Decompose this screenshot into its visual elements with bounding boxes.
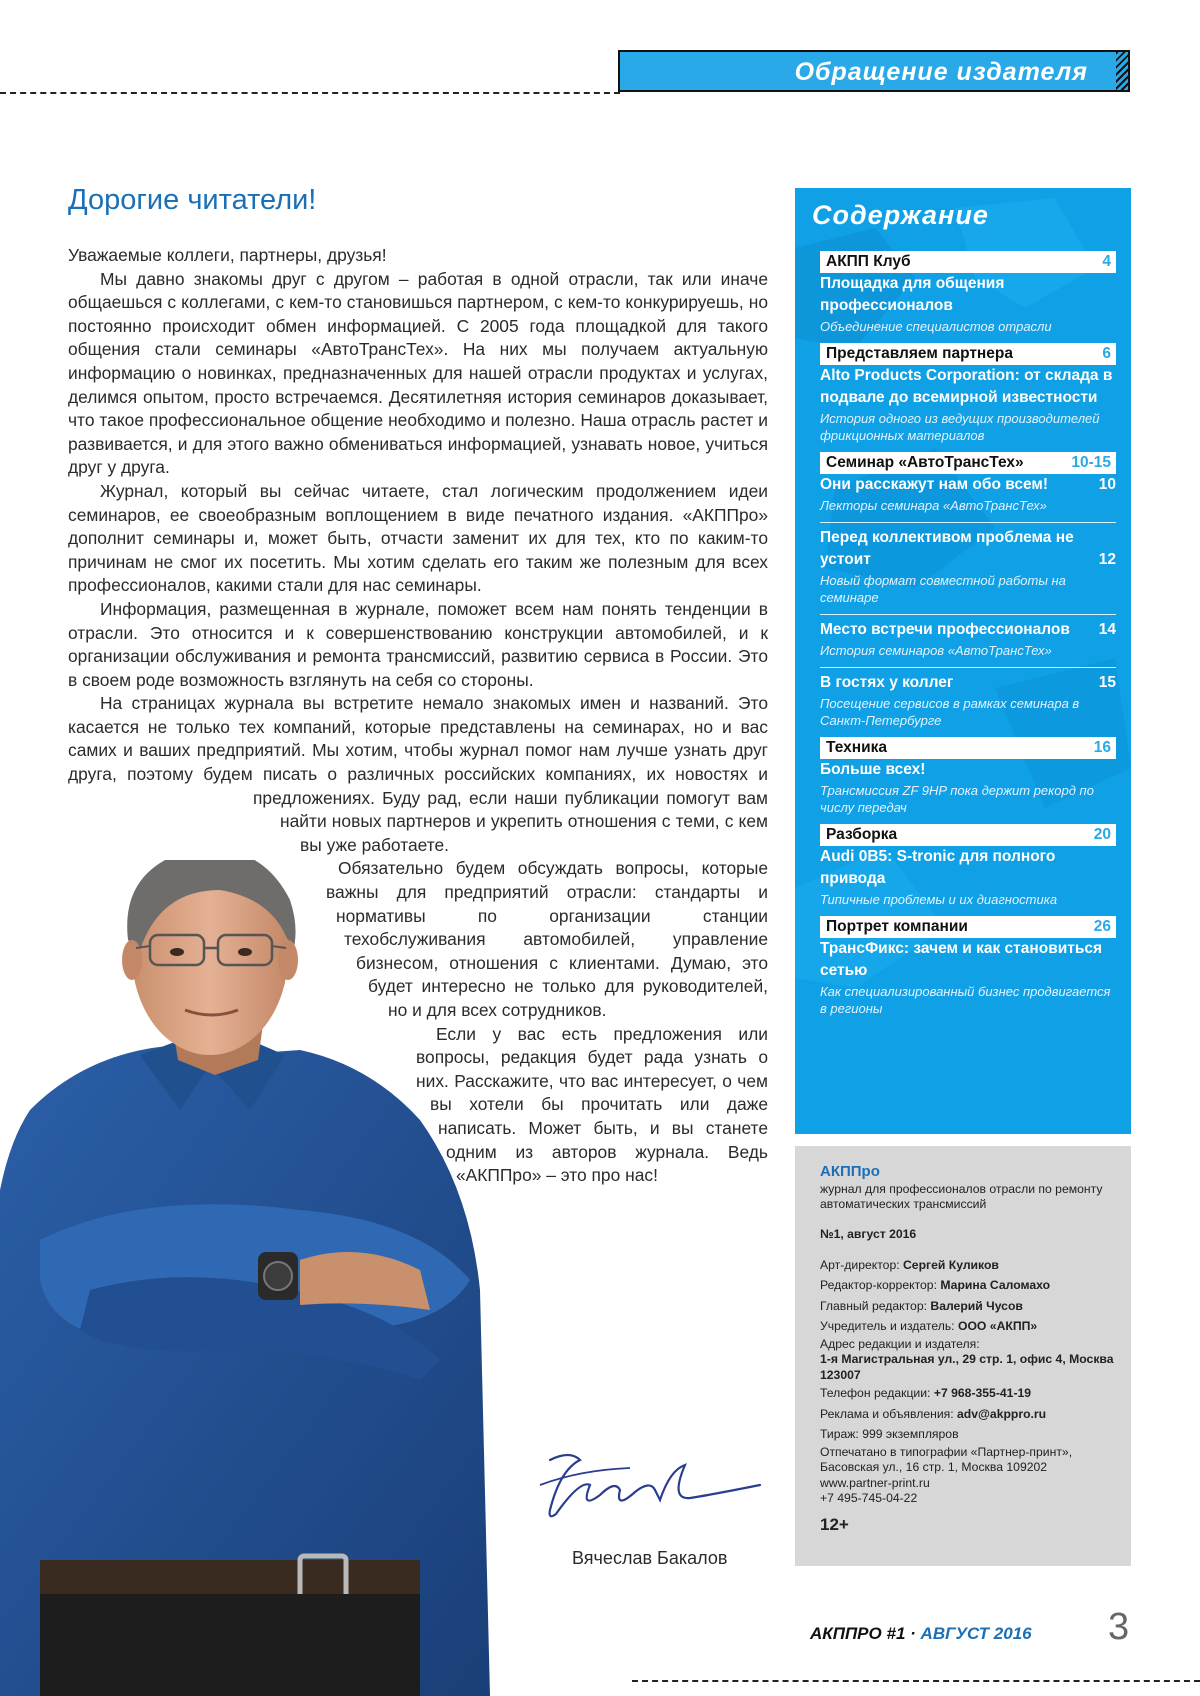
footer-rule [632,1680,1200,1682]
toc-article-desc: Новый формат совместной работы на семинаре [820,573,1066,605]
toc-article[interactable] [820,759,1116,781]
contents-box [795,188,1131,1134]
toc-article-title: Место встречи профессионалов [820,621,1070,638]
publisher-photo [0,860,530,1696]
toc-section-title: Представляем партнера [826,345,1014,362]
toc-article-page: 15 [1098,674,1116,691]
article-headline: Дорогие читатели! [68,184,317,216]
imprint-ads [820,1404,1120,1425]
toc-section-title: Семинар «АвтоТрансТех» [826,454,1024,471]
article-paragraph: Если у вас есть предложения или вопросы, редакция будет рада узнать о них. Расскажите, что вас интересует, о чем вы хотели бы прочитать или даже написать. Может быть, и вы станете одним из авторов журнала. Ведь «АКППро» – это про нас! [416,1023,768,1186]
imprint-role [820,1275,1120,1296]
section-label: Обращение издателя [794,58,1088,86]
imprint-phone [820,1383,1120,1404]
age-rating-badge: 12+ [820,1514,849,1534]
toc-article-desc: Типичные проблемы и их диагностика [820,892,1058,907]
imprint-title: АКППро [820,1163,880,1180]
section-tab [618,50,1130,92]
role-label: Главный редактор: [820,1298,931,1313]
article-paragraph: Обязательно будем обсуждать вопросы, которые важны для предприятий отрасли: стандарты и нормативы по организации станции техобслуживания автомобилей, управление бизнесом, отношения с клиентами. Думаю, это будет интересно не только для руководителей, но и для всех сотрудников. [326,858,768,1020]
toc-article[interactable] [820,938,1116,982]
toc-article-title: ТрансФикс: зачем и как становиться сетью [820,940,1103,979]
toc-article[interactable] [820,619,1116,641]
toc-section-page: 10-15 [1071,454,1111,471]
footer-date: АВГУСТ 2016 [920,1624,1032,1643]
role-value: ООО «АКПП» [957,1319,1038,1333]
toc-article[interactable] [820,273,1116,317]
toc-section-teardown[interactable] [820,824,1116,846]
header-rule [0,92,620,94]
ads-email[interactable]: adv@akppro.ru [957,1406,1047,1421]
role-label: Учредитель и издатель: [820,1319,958,1333]
toc-article[interactable] [820,672,1116,694]
toc-section-page: 6 [1102,345,1111,362]
toc-article[interactable] [820,846,1116,890]
article-paragraph: Информация, размещенная в журнале, поможет всем нам понять тенденции в отрасли. Это относится и к совершенствованию конструкции автомобилей, и к организации обслуживания и ремонта трансмиссий, развитию сервиса в России. Это в своем роде возможность взглянуть на себя со стороны. [68,598,768,690]
toc-article-desc: Как специализированный бизнес продвигается в регионы [820,984,1111,1016]
toc-article-title: Audi 0B5: S-tronic для полного привода [820,848,1056,887]
role-value: Сергей Куликов [903,1257,999,1272]
toc-article-desc: Объединение специалистов отрасли [820,319,1052,334]
toc-article-title: Перед коллективом проблема не устоит [820,529,1074,568]
toc-section-page: 16 [1093,739,1111,756]
toc-article-desc: Лекторы семинара «АвтоТрансТех» [820,498,1047,513]
toc-article-title: В гостях у коллег [820,674,954,691]
imprint-content [820,1162,1120,1535]
author-name: Вячеслав Бакалов [572,1548,728,1568]
role-value: Валерий Чусов [930,1298,1023,1313]
toc-article-title: Площадка для общения профессионалов [820,275,1005,314]
footer-issue: #1 [886,1624,906,1643]
footer-separator: · [910,1624,916,1643]
toc-divider [820,614,1116,615]
toc-section-tech[interactable] [820,737,1116,759]
imprint-printer: Отпечатано в типографии «Партнер-принт», Басовская ул., 16 стр. 1, Москва 109202 [820,1444,1073,1474]
toc-article[interactable] [820,474,1116,496]
toc-article-title: Alto Products Corporation: от склада в подвале до всемирной известности [820,367,1113,406]
address-label: Адрес редакции и издателя: [820,1336,980,1351]
toc-section-title: Портрет компании [826,918,968,935]
signature-graphic [520,1440,770,1530]
toc-article-desc: История одного из ведущих производителей фрикционных материалов [820,411,1100,443]
role-label: Редактор-корректор: [820,1278,941,1292]
phone-value[interactable]: +7 968-355-41-19 [933,1386,1032,1400]
article-paragraph: Журнал, который вы сейчас читаете, стал логическим продолжением идеи семинаров, ее своеобразным воплощением в виде печатного издания. «АКППро» дополнит семинары и, может быть, отчасти заменит их для тех, кто по каким-то причинам не смог их посетить. Мы хотим сделать его таким же полезным для всех профессионалов, какими стали для нас семинары. [68,480,768,596]
toc-article-page: 12 [1098,551,1116,568]
printer-site[interactable]: www.partner-print.ru [820,1475,930,1490]
contents-title: Содержание [812,200,989,230]
imprint-role [820,1255,1120,1276]
footer-magazine [810,1624,1032,1644]
page-number: 3 [1108,1606,1130,1648]
address-value: 1-я Магистральная ул., 29 стр. 1, офис 4, Москва 123007 [820,1352,1114,1382]
imprint-role [820,1296,1120,1317]
toc-section-title: АКПП Клуб [826,253,911,270]
toc-article-desc: История семинаров «АвтоТрансТех» [820,643,1052,658]
toc-section-page: 20 [1093,826,1111,843]
toc-article-title: Они расскажут нам обо всем! [820,476,1049,493]
phone-label: Телефон редакции: [820,1386,934,1400]
toc-section-seminar[interactable] [820,452,1116,474]
footer-logo: АКППРО [810,1624,882,1643]
imprint-description: журнал для профессионалов отрасли по ремонту автоматических трансмиссий [820,1182,1103,1211]
tab-hatch [1116,52,1128,90]
toc-article-desc: Посещение сервисов в рамках семинара в Санкт-Петербурге [820,696,1080,728]
toc-section-page: 4 [1102,253,1111,270]
contents-list [812,200,1116,1023]
toc-section-page: 26 [1093,918,1111,935]
imprint-issue: №1, август 2016 [820,1227,917,1241]
toc-section-partner[interactable] [820,343,1116,365]
role-value: Марина Саломахо [940,1278,1051,1292]
ads-label: Реклама и объявления: [820,1406,958,1421]
article-paragraph: Мы давно знакомы друг с другом – работая в одной отрасли, так или иначе общаешься с коллегами, с кем-то становишься партнером, с кем-то конкурируешь, но постоянно происходит обмен информацией. С 2005 года площадкой для такого общения стали семинары «АвтоТрансТех». На них мы получаем актуальную информацию о новинках, предназначенных для нашей отрасли продуктах и услугах, делимся опытом, просто встречаемся. Десятилетняя история семинаров доказывает, что такое профессиональное общение необходимо и полезно. Наша отрасль растет и развивается, и для этого важно обмениваться информацией, узнавать новое, учиться друг у друга. [68,268,768,478]
imprint-box [795,1146,1131,1566]
toc-article-page: 10 [1098,476,1116,493]
printer-phone: +7 495-745-04-22 [820,1491,918,1505]
toc-article-page: 14 [1098,621,1116,638]
article-greeting: Уважаемые коллеги, партнеры, друзья! [68,245,387,265]
imprint-circulation: Тираж: 999 экземпляров [820,1427,959,1441]
toc-divider [820,667,1116,668]
article-paragraph: На страницах журнала вы встретите немало знакомых имен и названий. Это касается не только тех компаний, которые представлены на семинарах, но и вас самих и ваших предприятий. Мы хотим, чтобы журнал помог нам лучше узнать друг друга, поэтому будем писать о различных российских компаниях, их новостях и предложениях. Буду рад, если наши публикации помогут вам найти новых партнеров и укрепить отношения с теми, с кем вы уже работаете. [68,693,768,855]
toc-section-title: Разборка [826,826,898,843]
imprint-role [820,1316,1120,1337]
toc-divider [820,522,1116,523]
toc-article-title: Больше всех! [820,761,926,778]
toc-article[interactable] [820,527,1116,571]
role-label: Арт-директор: [820,1257,903,1272]
toc-article[interactable] [820,365,1116,409]
toc-article-desc: Трансмиссия ZF 9HP пока держит рекорд по числу передач [820,783,1094,815]
toc-section-club[interactable] [820,251,1116,273]
toc-section-company[interactable] [820,916,1116,938]
toc-section-title: Техника [826,739,888,756]
